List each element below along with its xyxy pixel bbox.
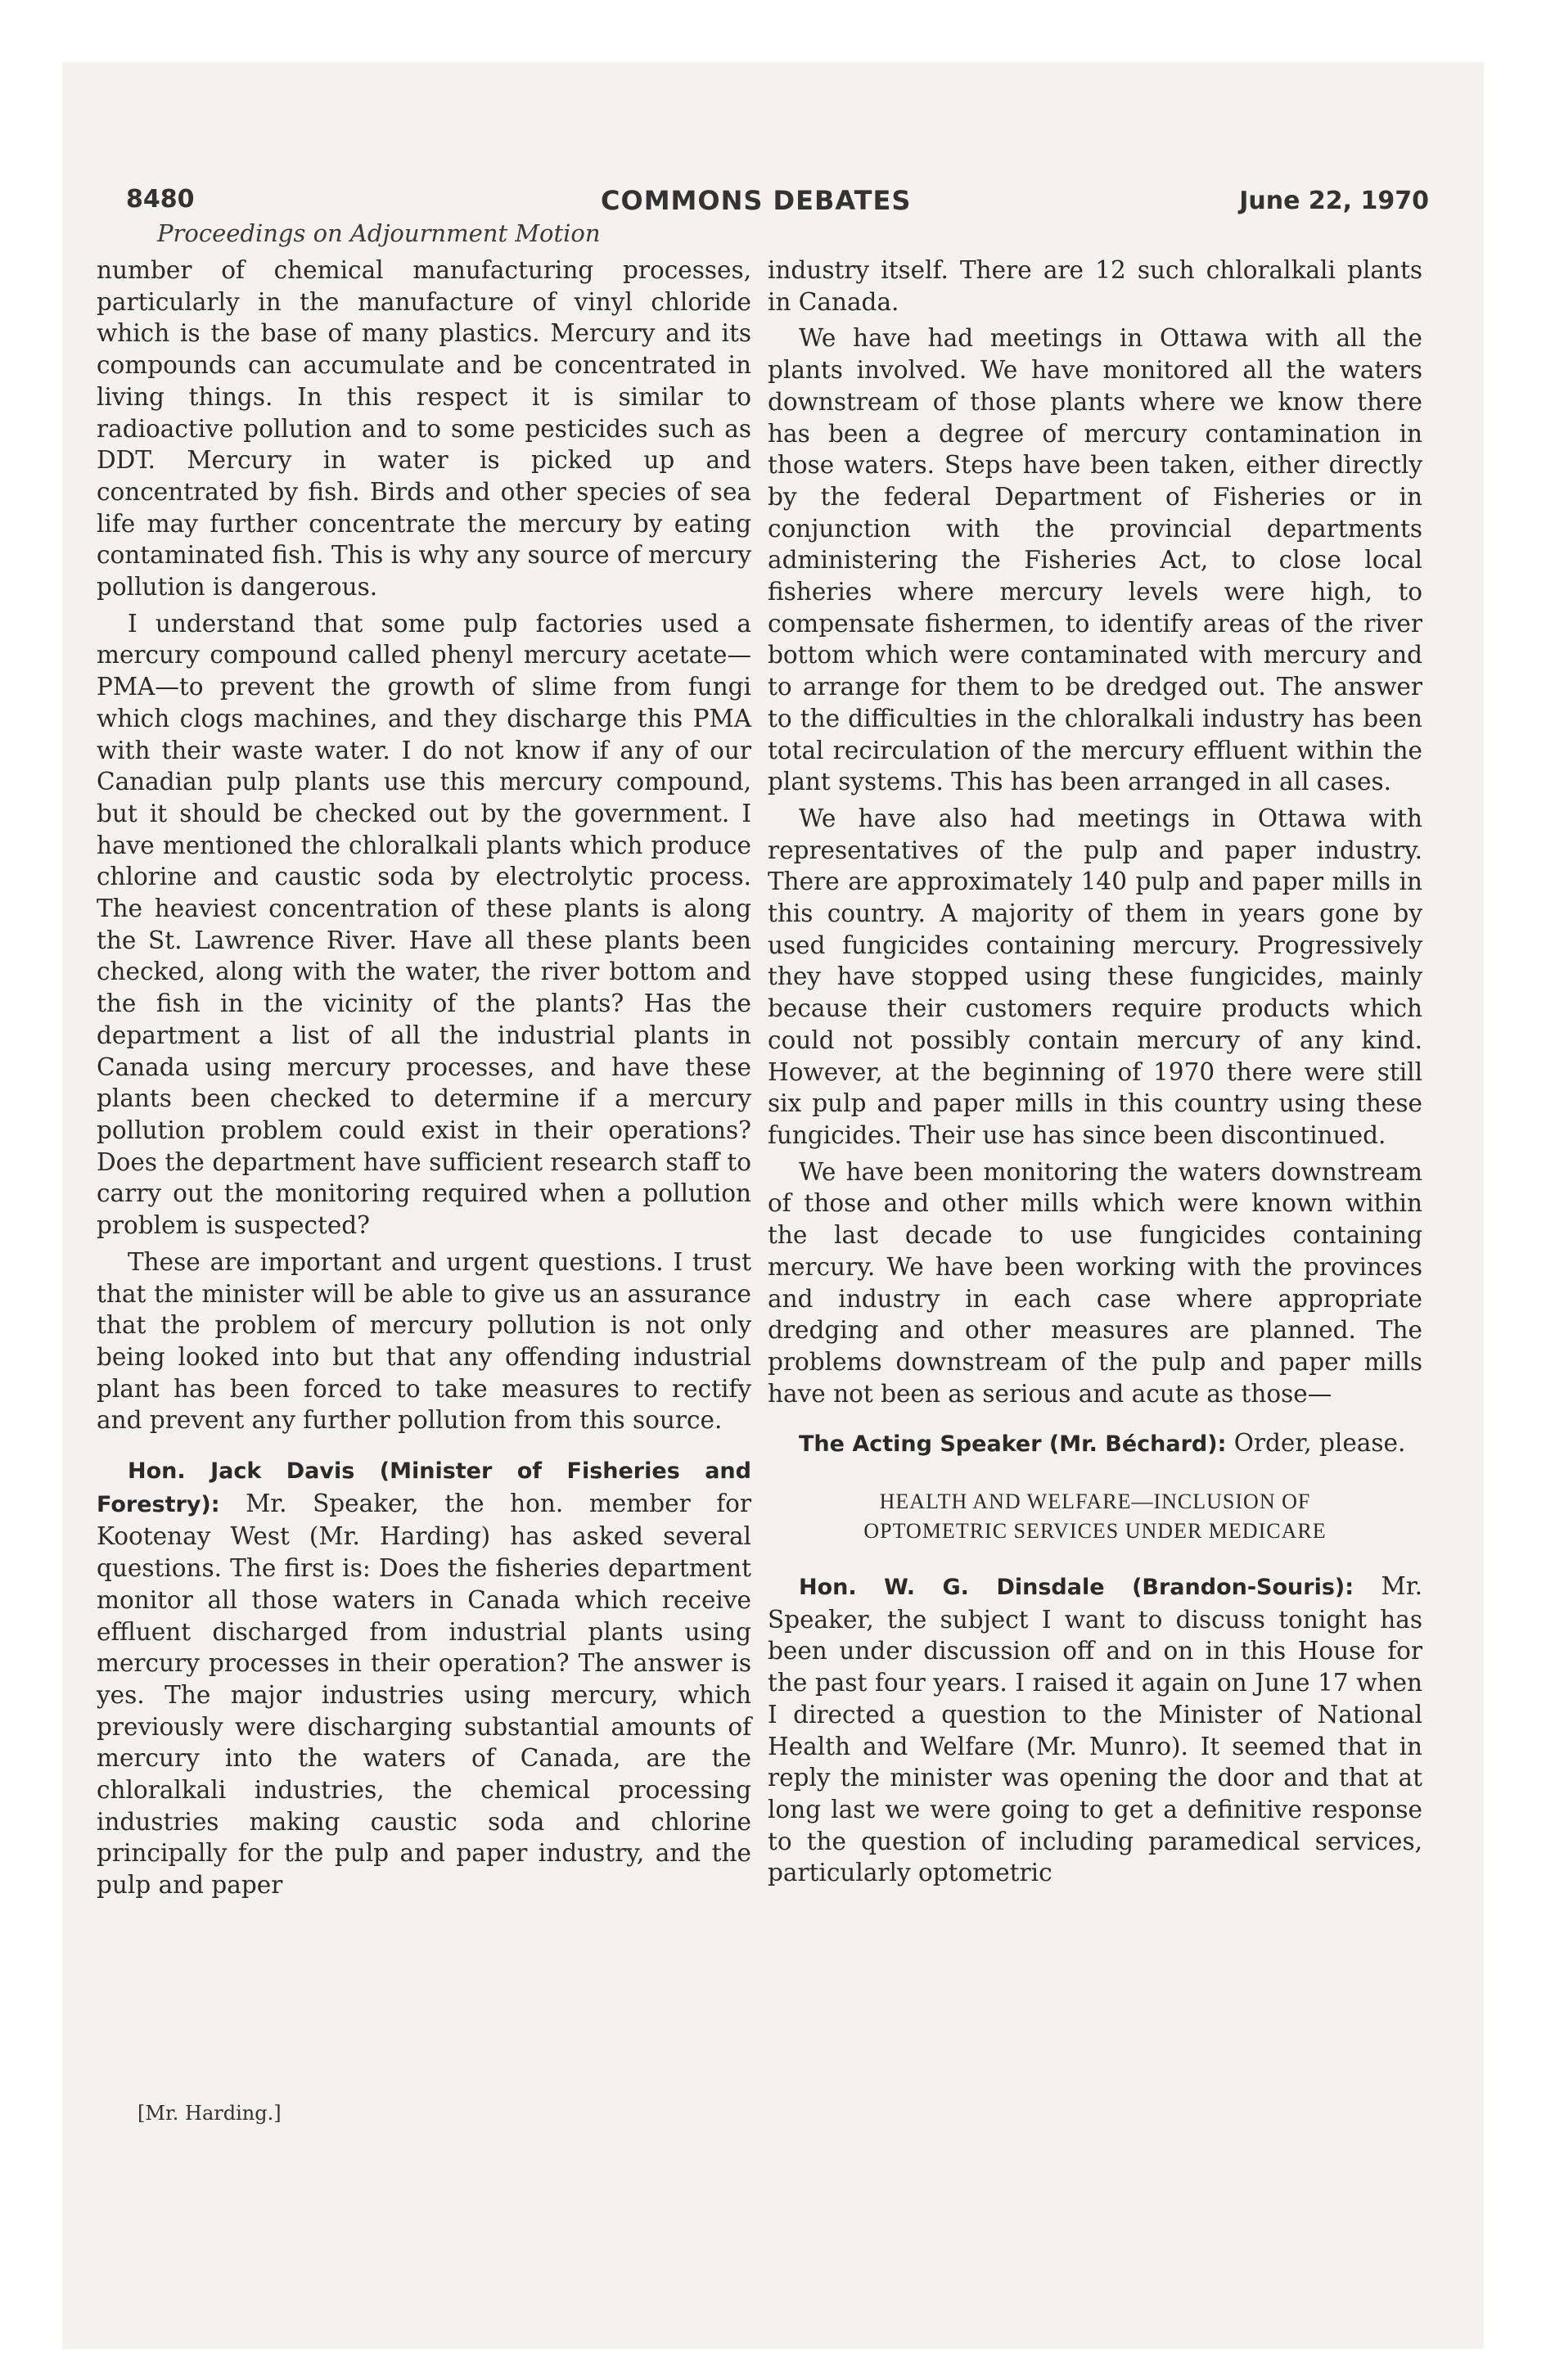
running-subheading: Proceedings on Adjournment Motion <box>157 219 601 247</box>
section-heading-line: OPTOMETRIC SERVICES UNDER MEDICARE <box>863 1519 1327 1544</box>
paragraph: I understand that some pulp factories used a mercury compound called phenyl mercury acetate—PMA—to prevent the growth of slime from fungi which clogs machines, and they discharge this PMA with their waste water. I do not know if any of our Canadian pulp plants use this mercury compound, but it should be checked out by the government. I have mentioned the chloralkali plants which produce chlorine and caustic soda by electrolytic process. The heaviest concentration of these plants is along the St. Lawrence River. Have all these plants been checked, along with the water, the river bottom and the fish in the vicinity of the plants? Has the department a list of all the industrial plants in Canada using mercury processes, and have these plants been checked to determine if a mercury pollution problem could exist in their operations? Does the department have sufficient research staff to carry out the monitoring required when a pollution problem is suspected? <box>97 609 751 1240</box>
speech-text: Mr. Speaker, the subject I want to discuss tonight has been under discussion off and on in this House for the past four years. I raised it again on June 17 when I directed a question to the Minister of National Health and Welfare (Mr. Munro). It seemed that in reply the minister was opening the door and that at long last we were going to get a definitive response to the question of including paramedical services, particularly optometric <box>768 1572 1422 1887</box>
speaker-name: Hon. W. G. Dinsdale (Brandon-Souris): <box>799 1575 1354 1601</box>
paragraph: We have had meetings in Ottawa with all the plants involved. We have monitored all the waters downstream of those plants where we know there has been a degree of mercury contamination in those waters. Steps have been taken, either directly by the federal Department of Fisheries or in conjunction with the provincial departments administering the Fisheries Act, to close local fisheries where mercury levels were high, to compensate fishermen, to identify areas of the river bottom which were contaminated with mercury and to arrange for them to be dredged out. The answer to the difficulties in the chloralkali industry has been total recirculation of the mercury effluent within the plant systems. This has been arranged in all cases. <box>768 324 1422 796</box>
speaker-name: Hon. Jack Davis (Minister of Fisheries and Forestry): <box>97 1458 751 1517</box>
journal-title: COMMONS DEBATES <box>601 185 912 216</box>
speech-text: Order, please. <box>1226 1429 1406 1458</box>
right-column <box>768 255 1422 1894</box>
speech-paragraph <box>768 1427 1422 1461</box>
speaker-name: The Acting Speaker (Mr. Béchard): <box>799 1431 1227 1458</box>
paragraph: number of chemical manufacturing processes, particularly in the manufacture of vinyl chloride which is the base of many plastics. Mercury and its compounds can accumulate and be concentrated in living things. In this respect it is similar to radioactive pollution and to some pesticides such as DDT. Mercury in water is picked up and concentrated by fish. Birds and other species of sea life may further concentrate the mercury by eating contaminated fish. This is why any source of mercury pollution is dangerous. <box>97 256 751 602</box>
section-heading-line: HEALTH AND WELFARE—INCLUSION OF <box>879 1490 1311 1514</box>
footer-speaker-note: [Mr. Harding.] <box>137 2102 282 2125</box>
section-heading <box>768 1487 1422 1546</box>
paragraph: We have also had meetings in Ottawa with representatives of the pulp and paper industry. There are approximately 140 pulp and paper mills in this country. A majority of them in years gone by used fungicides containing mercury. Progressively they have stopped using these fungicides, mainly because their customers require products which could not possibly contain mercury of any kind. However, at the beginning of 1970 there were still six pulp and paper mills in this country using these fungicides. Their use has since been discontinued. <box>768 804 1422 1149</box>
issue-date: June 22, 1970 <box>1239 187 1429 215</box>
paragraph: We have been monitoring the waters downstream of those and other mills which were known within the last decade to use fungicides containing mercury. We have been working with the provinces and industry in each case where appropriate dredging and other measures are planned. The problems downstream of the pulp and paper mills have not been as serious and acute as those— <box>768 1157 1422 1408</box>
paragraph: These are important and urgent questions. I trust that the minister will be able to give us an assurance that the problem of mercury pollution is not only being looked into but that any offending industrial plant has been forced to take measures to rectify and prevent any further pollution from this source. <box>97 1247 751 1435</box>
left-column <box>97 255 751 1906</box>
paragraph: industry itself. There are 12 such chloralkali plants in Canada. <box>768 256 1422 316</box>
speech-paragraph <box>97 1454 751 1901</box>
speech-text: Mr. Speaker, the hon. member for Kootenay West (Mr. Harding) has asked several questions. The first is: Does the fisheries department monitor all those waters in Canada which receive effluent discharged from industrial plants using mercury processes in their operation? The answer is yes. The major industries using mercury, which previously were discharging substantial amounts of mercury into the waters of Canada, are the chloralkali industries, the chemical processing industries making caustic soda and chlorine principally for the pulp and paper industry, and the pulp and paper <box>97 1489 751 1900</box>
speech-paragraph <box>768 1571 1422 1889</box>
page-number: 8480 <box>126 185 195 214</box>
page-header <box>126 185 1436 218</box>
